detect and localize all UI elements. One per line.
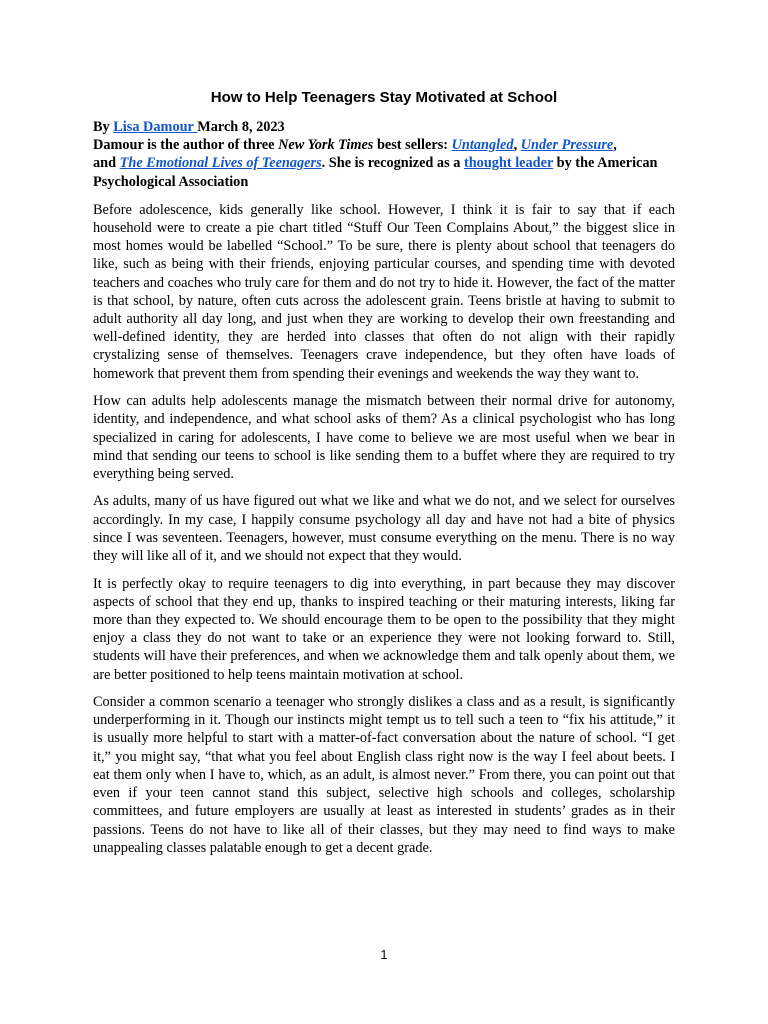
author-link[interactable]: Lisa Damour	[113, 119, 198, 135]
bio-and: and	[93, 155, 120, 172]
thought-leader-link[interactable]: thought leader	[463, 155, 554, 172]
bio-text-1: Damour is the author of three	[93, 137, 279, 154]
paragraph-2: How can adults help adolescents manage the mismatch between their normal drive for autonomy, identity, and independence, and what school asks of them? As a clinical psychologist who has long specialized in caring for adolescents, I have come to believe we are most useful when we bear in mind that sending our teens to school is like sending them to a buffet where they are required to try everything being served.	[93, 393, 675, 482]
bio-comma-1: ,	[513, 137, 521, 154]
bio-text-3: . She is recognized as a	[321, 155, 464, 172]
book-link-untangled[interactable]: Untangled	[451, 137, 514, 154]
document-page	[93, 88, 675, 866]
bio-comma-2: ,	[613, 137, 617, 154]
nyt-name: New York Times	[278, 137, 374, 154]
book-link-emotional-lives[interactable]: The Emotional Lives of Teenagers	[119, 155, 322, 172]
bio-text-4: by the American Psychological Association	[93, 155, 658, 190]
paragraph-3: As adults, many of us have figured out what we like and what we do not, and we select for ourselves accordingly. In my case, I happily consume psychology all day and have not had a bite of physics since I was seventeen. Teenagers, however, must consume everything on the menu. There is no way they will like all of it, and we should not expect that they would.	[93, 493, 675, 565]
byline-date: March 8, 2023	[197, 119, 285, 135]
byline	[93, 118, 675, 191]
paragraph-1: Before adolescence, kids generally like school. However, I think it is fair to say that if each household were to create a pie chart titled “Stuff Our Teen Complains About,” the biggest slice in most homes would be labelled “School.” To be sure, there is plenty about school that teenagers do like, such as being with their friends, enjoying particular courses, and spending time with devoted teachers and coaches who truly care for them and do not try to hide it. However, the fact of the matter is that school, by nature, often cuts across the adolescent grain. Teens bristle at having to submit to adult authority all day long, and just when they are working to develop their own freestanding and well-defined identity, they are herded into classes that often do not align with their rapidly crystalizing sense of themselves. Teenagers crave independence, but they often have loads of homework that prevent them from spending their evenings and weekends the way they want to.	[93, 201, 675, 382]
byline-by: By	[93, 119, 114, 135]
page-number: 1	[380, 948, 388, 962]
paragraph-4: It is perfectly okay to require teenagers to dig into everything, in part because they may discover aspects of school that they end up, thanks to inspired teaching or their maturing interests, liking far more than they expected to. We should encourage them to be open to the possibility that they might enjoy a class they do not want to take or an experience they were not looking forward to. Still, students will have their preferences, and when we acknowledge them and talk openly about them, we are better positioned to help teens maintain motivation at school.	[93, 575, 675, 683]
book-link-under-pressure[interactable]: Under Pressure	[520, 137, 614, 154]
bio-text-2: best sellers:	[373, 137, 452, 154]
article-title: How to Help Teenagers Stay Motivated at School	[210, 89, 558, 106]
paragraph-5: Consider a common scenario a teenager who strongly dislikes a class and as a result, is significantly underperforming in it. Though our instincts might tempt us to tell such a teen to “fix his attitude,” it is usually more helpful to start with a matter-of-fact conversation about the nature of school. “I get it,” you might say, “that what you feel about English class right now is the way I feel about beets. I eat them only when I have to, which, as an adult, is almost never.” From there, you can point out that even if your teen cannot stand this subject, selective high schools and colleges, scholarship committees, and future employers are usually at least as interested in students’ grades as in their passions. Teens do not have to like all of their classes, but they may need to find ways to make unappealing classes palatable enough to get a decent grade.	[93, 694, 675, 856]
